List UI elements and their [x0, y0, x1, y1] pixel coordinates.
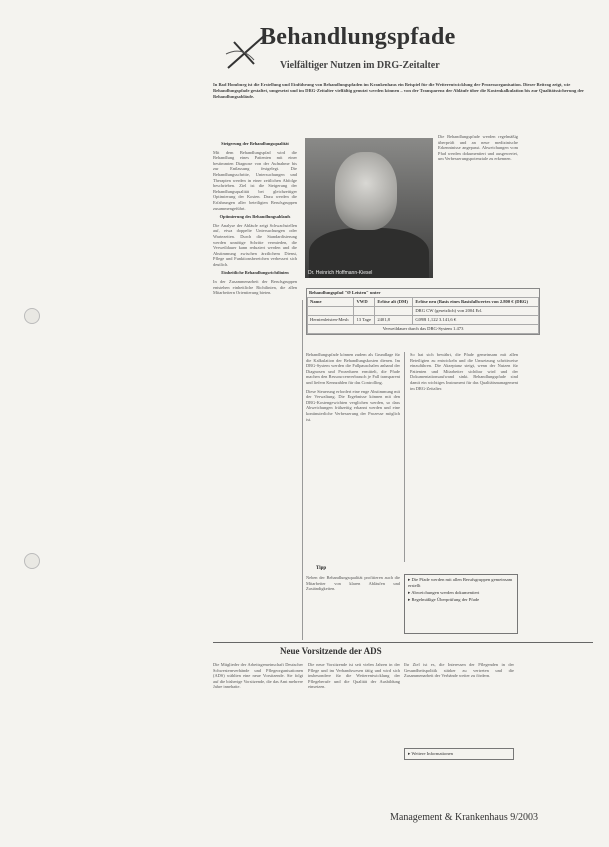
- photo-caption: Dr. Heinrich Hoffmann-Kiesel: [308, 270, 373, 276]
- punch-hole: [24, 308, 40, 324]
- section-divider: [213, 642, 593, 643]
- table-cell: Hernienleisten-Mesh: [308, 316, 354, 325]
- article-subtitle: Vielfältiger Nutzen im DRG-Zeitalter: [280, 60, 440, 71]
- ads-column-3: [404, 662, 514, 742]
- paragraph: In der Zusammenarbeit der Berufsgruppen entstehen einheitliche Richtlinien, die allen Mitarbeitern Orientierung bieten.: [213, 279, 297, 296]
- paragraph: Diese Steuerung erfordert eine enge Abstimmung mit der Verwaltung. Die Ergebnisse können mit den DRG-Kostengewichten verglichen werden, so dass Abweichungen frühzeitig erkannt werden und eine kontinuierliche Verbesserung der Prozesse möglich ist.: [306, 388, 400, 422]
- table-header-row: [308, 298, 539, 307]
- ads-column-1: [213, 662, 303, 760]
- paragraph: So hat sich bewährt, die Pfade gemeinsam mit allen Beteiligten zu entwickeln und die Umsetzung schrittweise einzuführen. Die Akzeptanz steigt, wenn der Nutzen für Patienten und Mitarbeiter sichtbar wird und der Dokumentationsaufwand sinkt. Behandlungspfade sind damit ein wichtiges Instrument für das Qualitätsmanagement im DRG-Zeitalter.: [410, 352, 518, 391]
- table-header: Erlöse alt (DM): [375, 298, 413, 307]
- column-2: [306, 352, 400, 562]
- table-subheader-row: [308, 307, 539, 316]
- tip-heading: Tipp: [316, 566, 327, 571]
- column-1: [213, 138, 297, 638]
- table-footer-row: [308, 325, 539, 334]
- column-3: [410, 352, 518, 562]
- table-header: Name: [308, 298, 354, 307]
- ads-info-box: ▸ Weitere Informationen: [404, 748, 514, 760]
- page-footer: Management & Krankenhaus 9/2003: [390, 812, 539, 823]
- info-item: ▸ Die Pfade werden mit allen Berufsgruppen gemeinsam erstellt: [408, 577, 513, 588]
- info-box: [404, 574, 518, 634]
- table-cell: 13 Tage: [354, 316, 375, 325]
- info-item: ▸ Abweichungen werden dokumentiert: [408, 590, 480, 595]
- paragraph: Die neue Vorsitzende ist seit vielen Jahren in der Pflege und im Verbandswesen tätig und wird sich insbesondere für die Weiterentwicklung der Pflegeberufe und die Qualität der Ausbildung einsetzen.: [308, 662, 400, 690]
- table-title: Behandlungspfad "Ø Leisten" unter: [309, 290, 381, 295]
- info-item: ▸ Regelmäßige Überprüfung der Pfade: [408, 597, 480, 602]
- pathway-table: [306, 288, 540, 335]
- ads-column-2: [308, 662, 400, 760]
- table-cell: G09B 1,122 3.141,6 €: [413, 316, 539, 325]
- table-footer: Verweildauer durch das DRG-System 1.473: [308, 325, 539, 334]
- section-heading: Steigerung der Behandlungsqualität: [221, 141, 289, 146]
- section-heading: Einheitliche Behandlungsrichtlinien: [221, 270, 289, 276]
- table-cell: 2401,8: [375, 316, 413, 325]
- article-title: Behandlungspfade: [260, 24, 456, 50]
- column-divider: [302, 300, 303, 640]
- table-header: VWD: [354, 298, 375, 307]
- paragraph: Die Mitglieder der Arbeitsgemeinschaft Deutscher Schwesternverbände und Pflegeorganisationen (ADS) wählten eine neue Vorsitzende. Sie folgt auf die bisherige Vorsitzende, die das Amt mehrere Jahre innehatte.: [213, 662, 303, 690]
- section-heading: Optimierung des Behandlungsablaufs: [219, 214, 291, 220]
- article-lead: In Bad Homburg ist die Erstellung und Einführung von Behandlungspfaden im Krankenhaus ein Beispiel für die Weiterentwicklung der Prozessorganisation. Dieser Beitrag zeigt, wie Behandlungspfade gestaltet, umgesetzt und im DRG-Zeitalter vielfältig genutzt werden können – von der Transparenz der Abläufe über die Kostenkalkulation bis zur Qualitätssicherung der Behandlungsabläufe.: [213, 82, 584, 99]
- paragraph: Die Analyse der Abläufe zeigt Schwachstellen auf, etwa doppelte Untersuchungen oder Wartezeiten. Durch die Standardisierung werden unnötige Schritte vermieden, die Verweildauer kann reduziert werden und die Abstimmung zwischen ärztlichem Dienst, Pflege und Funktionsbereichen verbessert sich deutlich.: [213, 222, 297, 267]
- table-header: Erlöse neu (Basis eines Basisfallwertes von 2.800 € (DRG): [413, 298, 539, 307]
- table-row: [308, 316, 539, 325]
- table-subheader: DRG CW (gesetzlich) von 2004 Erl.: [413, 307, 539, 316]
- tip-text: [306, 575, 400, 637]
- paragraph: Ihr Ziel ist es, die Interessen der Pflegenden in der Gesundheitspolitik stärker zu vertreten und die Zusammenarbeit der Verbände weiter zu fördern.: [404, 662, 514, 679]
- column-3-top: [438, 134, 518, 284]
- paragraph: Neben der Behandlungsqualität profitieren auch die Mitarbeiter von klaren Abläufen und Zuständigkeiten.: [306, 575, 400, 592]
- column-divider: [404, 352, 405, 562]
- ads-heading: Neue Vorsitzende der ADS: [280, 646, 382, 656]
- paragraph: Die Behandlungspfade werden regelmäßig überprüft und an neue medizinische Erkenntnisse angepasst. Abweichungen vom Pfad werden dokumentiert und ausgewertet, um Verbesserungspotenziale zu erkennen.: [438, 134, 518, 162]
- paragraph: Behandlungspfade können zudem als Grundlage für die Kalkulation der Behandlungskosten dienen. Im DRG-System werden die Fallpauschalen anhand der Diagnosen und Prozeduren ermittelt, die Pfade machen den Ressourcenverbrauch je Fall transparent und liefern Kennzahlen für das Controlling.: [306, 352, 400, 385]
- author-photo: [305, 138, 433, 278]
- paragraph: Mit dem Behandlungspfad wird die Behandlung eines Patienten mit einer bestimmten Diagnose von der Aufnahme bis zur Entlassung festgelegt. Die Behandlungsschritte, Untersuchungen und Therapien werden in einer zeitlichen Abfolge beschrieben. Ziel ist die Steigerung der Behandlungsqualität bei gleichzeitiger Optimierung der Kosten. Dazu werden die Erfahrungen aller beteiligten Berufsgruppen zusammengeführt.: [213, 149, 297, 211]
- punch-hole: [24, 553, 40, 569]
